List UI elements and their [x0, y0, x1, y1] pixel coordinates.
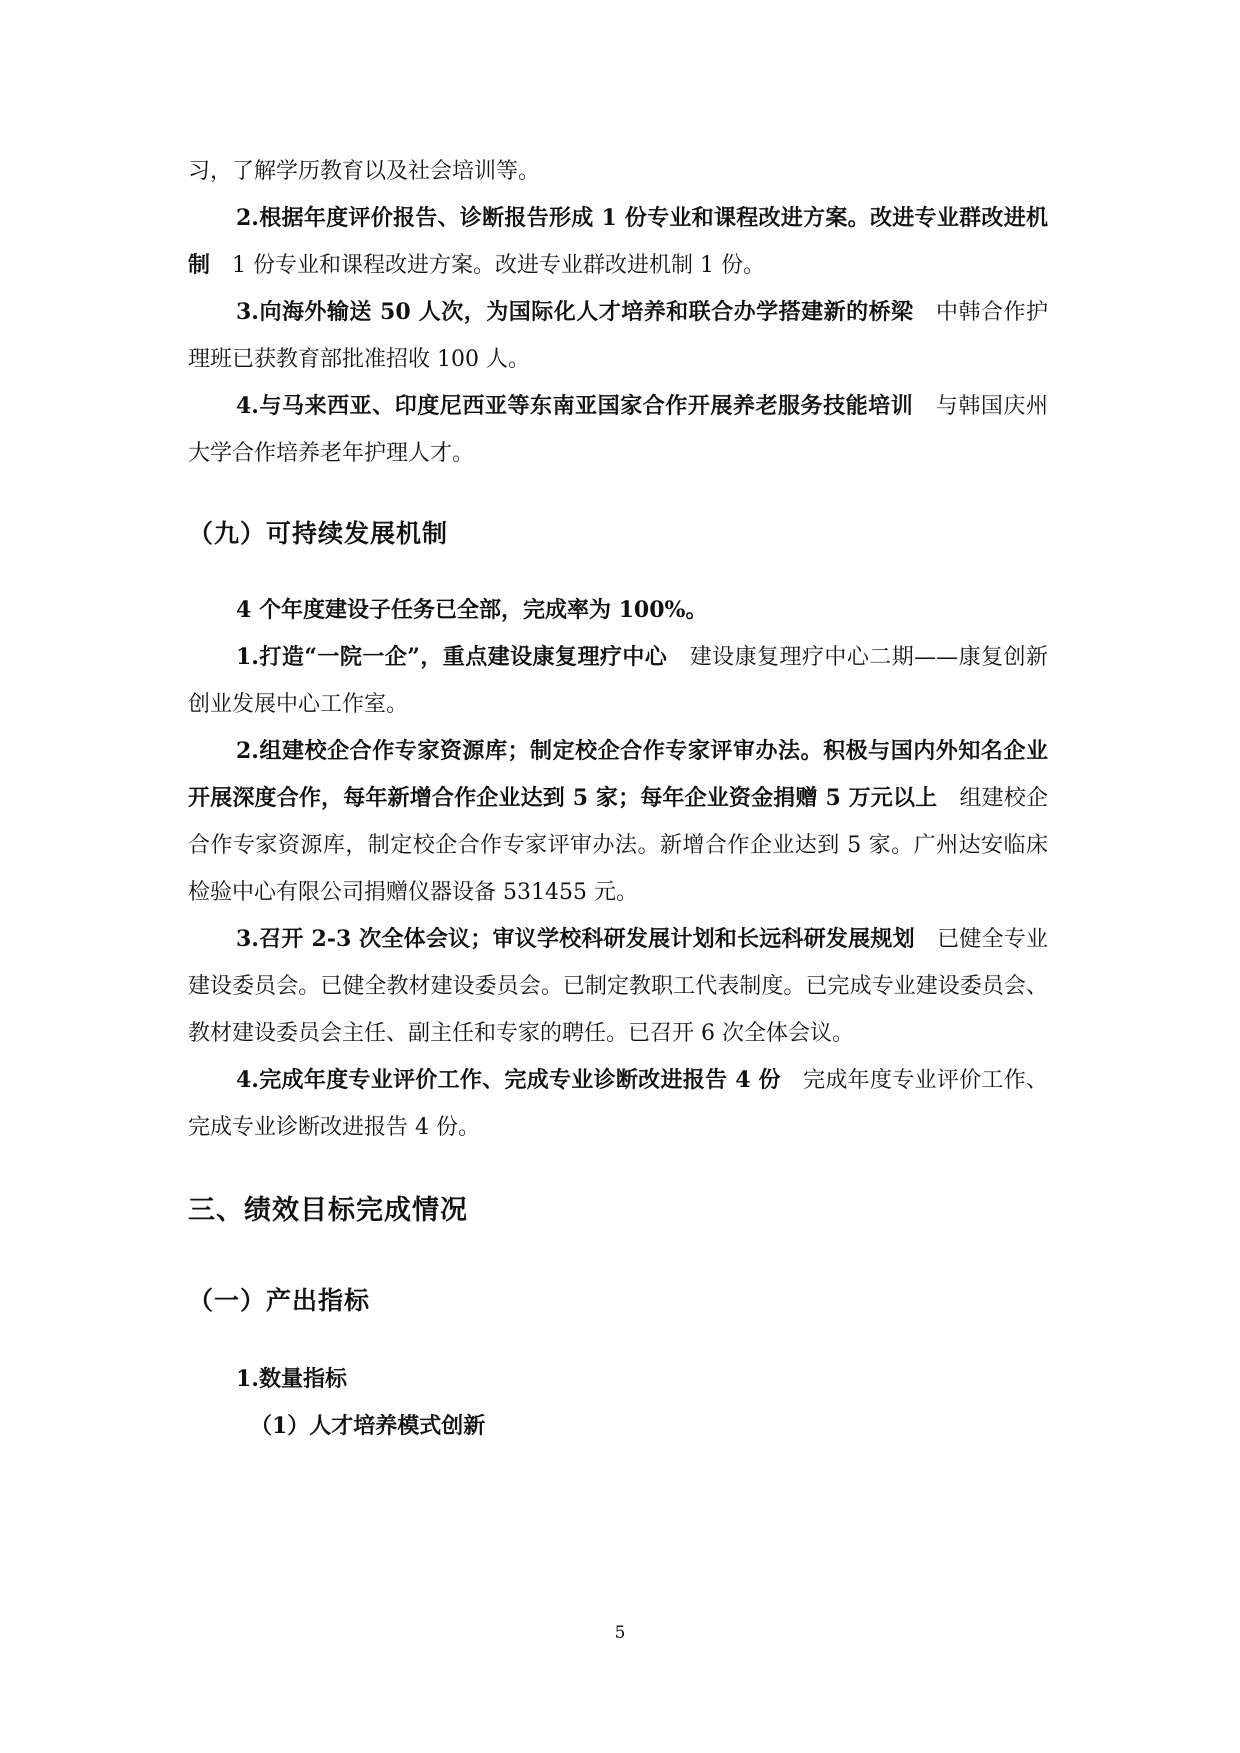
task-title: 4.完成年度专业评价工作、完成专业诊断改进报告 4 份 [236, 1067, 781, 1093]
task-result: 已健全专业建设委员会。已健全教材建设委员会。已制定教职工代表制度。已完成专业建设委员会、教材建设委员会主任、副主任和专家的聘任。已召开 6 次全体会议。 [188, 927, 1048, 1046]
paragraph-overseas-exchange [188, 289, 1048, 383]
section-nine-summary: 4 个年度建设子任务已全部，完成率为 100%。 [236, 597, 708, 623]
task-result: 完成年度专业评价工作、完成专业诊断改进报告 4 份。 [188, 1068, 1048, 1140]
paragraph-southeast-asia-training [188, 383, 1048, 477]
task-title: 3.向海外输送 50 人次，为国际化人才培养和联合办学搭建新的桥梁 [236, 299, 914, 325]
section-nine-heading: （九）可持续发展机制 [188, 519, 449, 548]
quantity-indicators-heading: 1.数量指标 [236, 1366, 347, 1392]
section-three-heading: 三、绩效目标完成情况 [188, 1195, 468, 1226]
task-title: 1.打造“一院一企”，重点建设康复理疗中心 [236, 644, 668, 670]
task-result: 1 份专业和课程改进方案。改进专业群改进机制 1 份。 [232, 253, 765, 278]
task-title: 4.与马来西亚、印度尼西亚等东南亚国家合作开展养老服务技能培训 [236, 393, 914, 419]
task-result: 组建校企合作专家资源库，制定校企合作专家评审办法。新增合作企业达到 5 家。广州达安临床检验中心有限公司捐赠仪器设备 531455 元。 [188, 786, 1048, 905]
section-nine-item-1 [188, 634, 1048, 728]
task-title: 3.召开 2-3 次全体会议；审议学校科研发展计划和长远科研发展规划 [236, 926, 915, 952]
output-indicators-heading: （一）产出指标 [188, 1286, 371, 1315]
section-nine-item-4 [188, 1057, 1048, 1151]
task-result: 建设康复理疗中心二期——康复创新创业发展中心工作室。 [188, 645, 1048, 717]
talent-training-heading: （1）人才培养模式创新 [250, 1413, 486, 1439]
section-nine-item-2 [188, 728, 1048, 916]
page-number: 5 [614, 1623, 626, 1643]
page-content [188, 148, 1048, 1450]
paragraph-improvement-plan [188, 195, 1048, 289]
continuation-paragraph: 习，了解学历教育以及社会培训等。 [188, 159, 541, 184]
task-result: 与韩国庆州大学合作培养老年护理人才。 [188, 394, 1048, 466]
task-title: 2.根据年度评价报告、诊断报告形成 1 份专业和课程改进方案。改进专业群改进机制 [188, 205, 1048, 278]
task-result: 中韩合作护理班已获教育部批准招收 100 人。 [188, 300, 1048, 372]
section-nine-item-3 [188, 916, 1048, 1057]
task-title: 2.组建校企合作专家资源库；制定校企合作专家评审办法。积极与国内外知名企业开展深度合作，每年新增合作企业达到 5 家；每年企业资金捐赠 5 万元以上 [188, 738, 1048, 811]
